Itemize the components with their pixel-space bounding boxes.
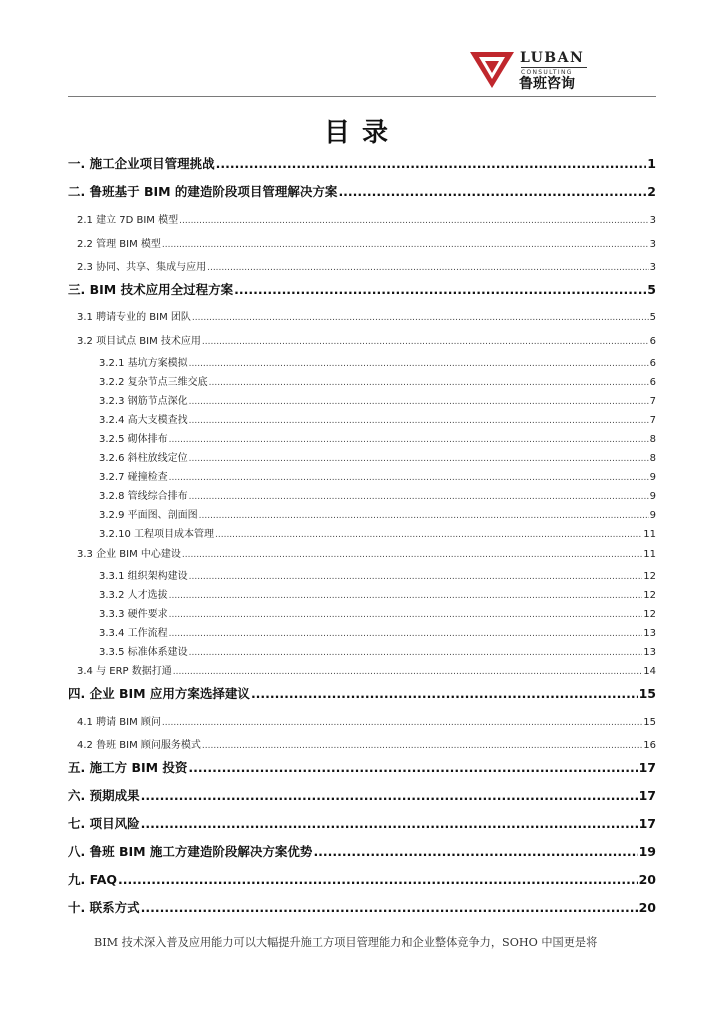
logo-text-sub: CONSULTING (521, 67, 587, 76)
toc-entry[interactable]: 3.3.2 人才选拔 ..... 12 (99, 586, 656, 601)
toc-entry[interactable]: 3.1 聘请专业的 BIM 团队 ..... 5 (77, 308, 656, 323)
body-paragraph: BIM 技术深入普及应用能力可以大幅提升施工方项目管理能力和企业整体竞争力，SOHO 中国更是将 (94, 936, 598, 949)
toc-entry[interactable]: 三. BIM 技术应用全过程方案 ..... 5 (68, 280, 656, 298)
toc-entry[interactable]: 3.2.2 复杂节点三维交底 ..... 6 (99, 373, 656, 388)
toc-entry[interactable]: 3.3.4 工作流程 ..... 13 (99, 624, 656, 639)
toc-entry[interactable]: 四. 企业 BIM 应用方案选择建议 ..... 15 (68, 684, 656, 702)
toc-entry[interactable]: 3.2.6 斜柱放线定位 ..... 8 (99, 449, 656, 464)
toc-entry[interactable]: 3.2.7 碰撞检查 ..... 9 (99, 468, 656, 483)
toc-entry[interactable]: 2.1 建立 7D BIM 模型 ..... 3 (77, 211, 656, 226)
toc-entry[interactable]: 3.2.9 平面图、剖面图 ..... 9 (99, 506, 656, 521)
toc-entry[interactable]: 九. FAQ ..... 20 (68, 870, 656, 888)
toc-entry[interactable]: 3.2.3 钢筋节点深化 ..... 7 (99, 392, 656, 407)
toc-entry[interactable]: 3.4 与 ERP 数据打通 ..... 14 (77, 662, 656, 677)
logo-text-en: LUBAN (520, 50, 585, 66)
page-title: 目录 (323, 118, 400, 148)
toc-entry[interactable]: 五. 施工方 BIM 投资 ..... 17 (68, 758, 656, 776)
toc-entry[interactable]: 2.3 协同、共享、集成与应用 ..... 3 (77, 258, 656, 273)
toc-entry[interactable]: 3.3 企业 BIM 中心建设 ..... 11 (77, 545, 656, 560)
toc-entry[interactable]: 3.2.4 高大支模查找 ..... 7 (99, 411, 656, 426)
toc-entry[interactable]: 4.1 聘请 BIM 顾问 ..... 15 (77, 713, 656, 728)
toc-entry[interactable]: 六. 预期成果 ..... 17 (68, 786, 656, 804)
toc-entry[interactable]: 3.2.5 砌体排布 ..... 8 (99, 430, 656, 445)
toc-entry[interactable]: 十. 联系方式 ..... 20 (68, 898, 656, 916)
toc-entry[interactable]: 3.2.8 管线综合排布 ..... 9 (99, 487, 656, 502)
toc-entry[interactable]: 二. 鲁班基于 BIM 的建造阶段项目管理解决方案 ..... 2 (68, 182, 656, 200)
toc-entry[interactable]: 3.2 项目试点 BIM 技术应用 ..... 6 (77, 332, 656, 347)
toc-entry[interactable]: 3.3.1 组织架构建设 ..... 12 (99, 567, 656, 582)
logo-text-cn: 鲁班咨询 (519, 76, 575, 92)
toc-entry[interactable]: 3.3.5 标准体系建设 ..... 13 (99, 643, 656, 658)
toc-entry[interactable]: 3.2.1 基坑方案模拟 ..... 6 (99, 354, 656, 369)
toc-entry[interactable]: 一. 施工企业项目管理挑战 ..... 1 (68, 154, 656, 172)
toc-entry[interactable]: 七. 项目风险 ..... 17 (68, 814, 656, 832)
toc-entry[interactable]: 八. 鲁班 BIM 施工方建造阶段解决方案优势 ..... 19 (68, 842, 656, 860)
toc-entry[interactable]: 2.2 管理 BIM 模型 ..... 3 (77, 235, 656, 250)
toc-entry[interactable]: 4.2 鲁班 BIM 顾问服务模式 ..... 16 (77, 736, 656, 751)
toc-entry[interactable]: 3.2.10 工程项目成本管理 ..... 11 (99, 525, 656, 540)
toc-entry[interactable]: 3.3.3 硬件要求 ..... 12 (99, 605, 656, 620)
